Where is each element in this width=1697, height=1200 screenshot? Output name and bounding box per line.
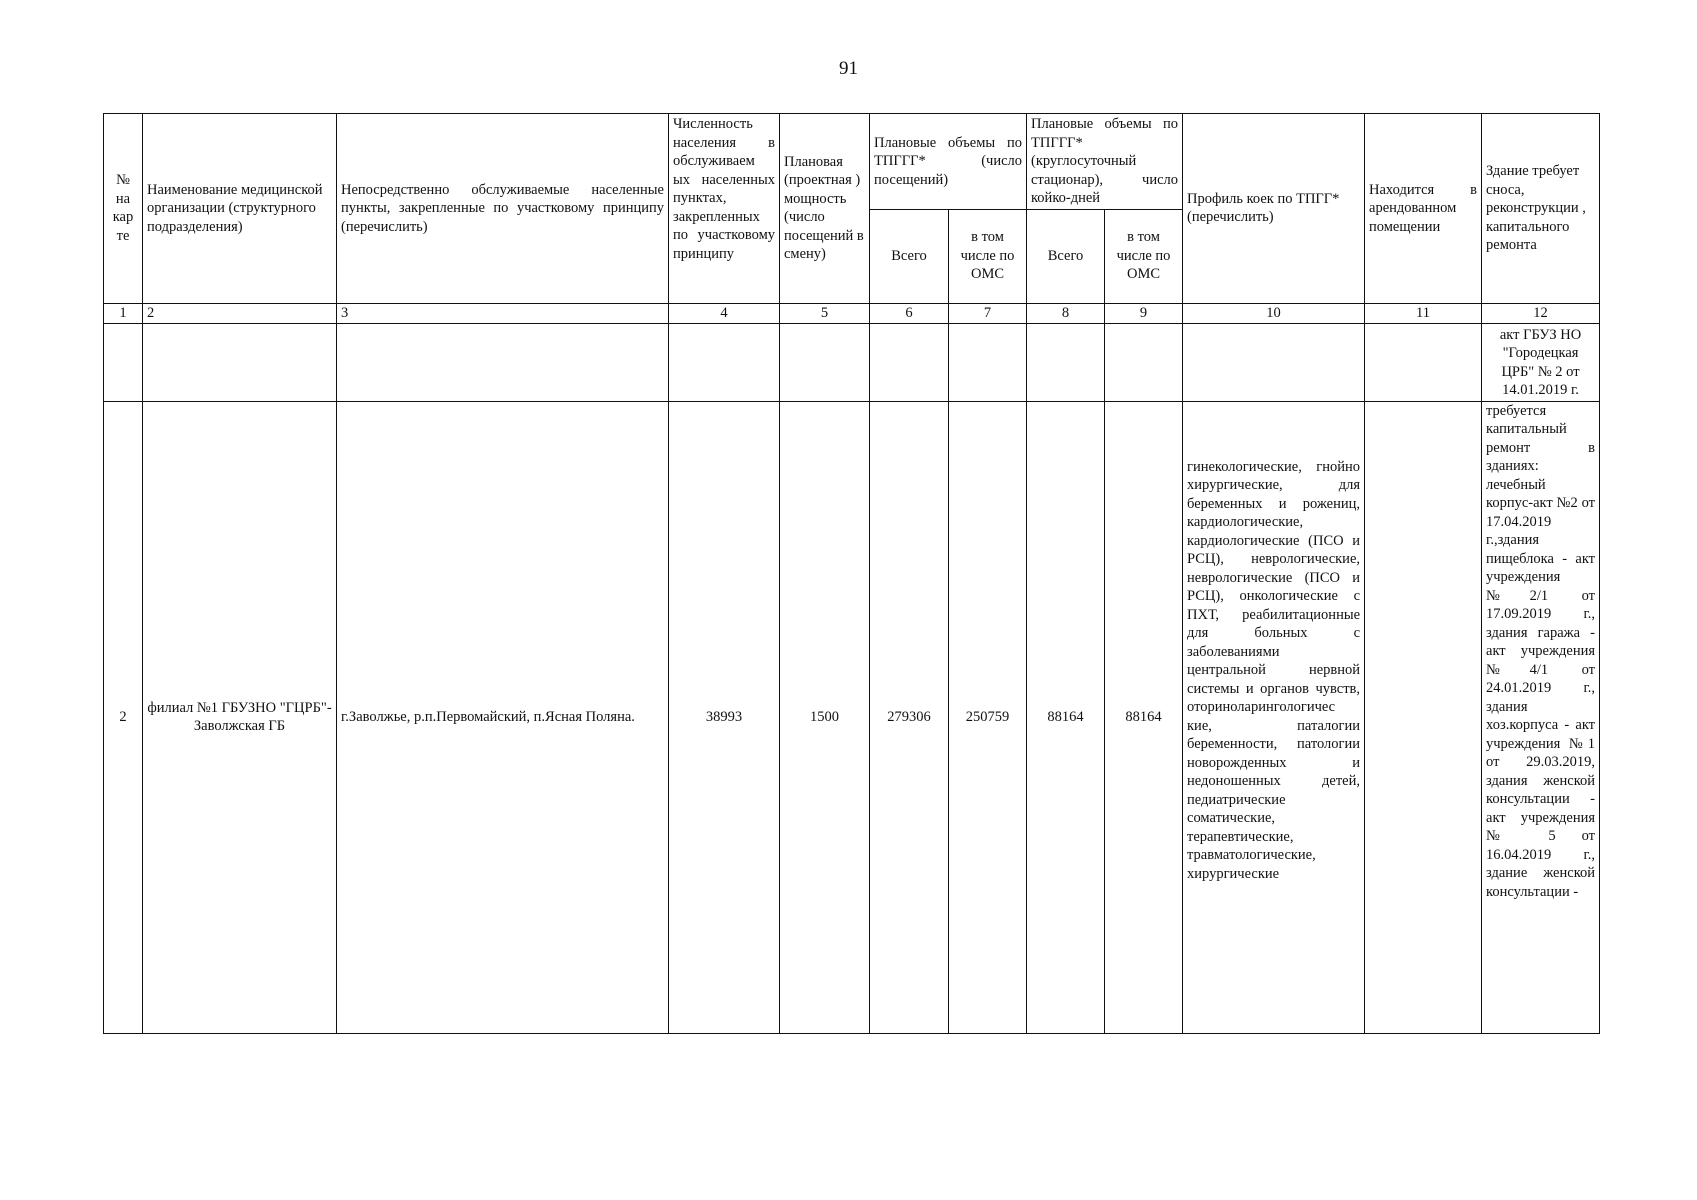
row-num xyxy=(104,323,143,401)
table-row xyxy=(104,401,1600,1033)
column-number: 6 xyxy=(870,303,949,323)
column-number: 9 xyxy=(1105,303,1183,323)
column-number: 2 xyxy=(143,303,337,323)
header-visits-group: Плановые объемы по ТПГГГ* (число посещений) xyxy=(870,114,1027,210)
header-building: Здание требует сноса, реконструкции , капитального ремонта xyxy=(1482,114,1600,304)
row-visits-oms: 250759 xyxy=(949,401,1027,1033)
row-capacity: 1500 xyxy=(780,401,870,1033)
row-num: 2 xyxy=(104,401,143,1033)
header-beddays-group: Плановые объемы по ТПГГГ* (круглосуточный стационар), число койко-дней xyxy=(1027,114,1183,210)
facilities-table xyxy=(103,113,1600,1034)
row-bed-profile: гинекологические, гнойно хирургические, для беременных и рожениц, кардиологические, кардиологические (ПСО и РСЦ), неврологические, неврологические (ПСО и РСЦ), онкологические с ПХТ, реабилитационные для больных с заболеваниями центральной нервной системы и органов чувств, оториноларингологичес кие, паталогии беременности, патологии новорожденных и недоношенных детей, педиатрические соматические, терапевтические, травматологические, хирургические xyxy=(1183,401,1365,1033)
row-visits-total xyxy=(870,323,949,401)
header-org-name: Наименование медицинской организации (структурного подразделения) xyxy=(143,114,337,304)
column-number: 11 xyxy=(1365,303,1482,323)
header-beddays-total: Всего xyxy=(1027,209,1105,303)
column-numbers-row xyxy=(104,303,1600,323)
row-population: 38993 xyxy=(669,401,780,1033)
column-number: 3 xyxy=(337,303,669,323)
row-rented xyxy=(1365,323,1482,401)
row-bed-profile xyxy=(1183,323,1365,401)
header-beddays-oms: в том числе по ОМС xyxy=(1105,209,1183,303)
column-number: 8 xyxy=(1027,303,1105,323)
column-number: 10 xyxy=(1183,303,1365,323)
row-beddays-oms: 88164 xyxy=(1105,401,1183,1033)
row-name xyxy=(143,323,337,401)
row-beddays-total: 88164 xyxy=(1027,401,1105,1033)
row-population xyxy=(669,323,780,401)
row-building: акт ГБУЗ НО "Городецкая ЦРБ" № 2 от 14.01.2019 г. xyxy=(1482,323,1600,401)
row-visits-total: 279306 xyxy=(870,401,949,1033)
header-bed-profile: Профиль коек по ТПГГ* (перечислить) xyxy=(1183,114,1365,304)
column-number: 12 xyxy=(1482,303,1600,323)
row-beddays-total xyxy=(1027,323,1105,401)
row-capacity xyxy=(780,323,870,401)
header-population: Численность населения в обслуживаем ых населенных пунктах, закрепленных по участковому принципу xyxy=(669,114,780,304)
row-beddays-oms xyxy=(1105,323,1183,401)
column-number: 1 xyxy=(104,303,143,323)
header-visits-total: Всего xyxy=(870,209,949,303)
header-settlements: Непосредственно обслуживаемые населенные пункты, закрепленные по участковому принципу (перечислить) xyxy=(337,114,669,304)
header-row-1 xyxy=(104,114,1600,210)
row-name: филиал №1 ГБУЗНО "ГЦРБ"-Заволжская ГБ xyxy=(143,401,337,1033)
column-number: 7 xyxy=(949,303,1027,323)
header-num: № на кар те xyxy=(104,114,143,304)
row-building: требуется капитальный ремонт в зданиях: лечебный корпус-акт №2 от 17.04.2019 г.,здания пищеблока - акт учреждения №2/1 от 17.09.2019 г., здания гаража - акт учреждения №4/1 от 24.01.2019 г., здания хоз.корпуса - акт учреждения №1 от 29.03.2019, здания женской консультации - акт учреждения № 5 от 16.04.2019 г., здание женской консультации - xyxy=(1482,401,1600,1033)
header-visits-oms: в том числе по ОМС xyxy=(949,209,1027,303)
header-capacity: Плановая (проектная ) мощность (число посещений в смену) xyxy=(780,114,870,304)
page-number: 91 xyxy=(839,58,858,79)
table-row xyxy=(104,323,1600,401)
column-number: 5 xyxy=(780,303,870,323)
header-rented: Находится в арендованном помещении xyxy=(1365,114,1482,304)
row-settlements: г.Заволжье, р.п.Первомайский, п.Ясная Поляна. xyxy=(337,401,669,1033)
row-visits-oms xyxy=(949,323,1027,401)
row-rented xyxy=(1365,401,1482,1033)
column-number: 4 xyxy=(669,303,780,323)
row-settlements xyxy=(337,323,669,401)
